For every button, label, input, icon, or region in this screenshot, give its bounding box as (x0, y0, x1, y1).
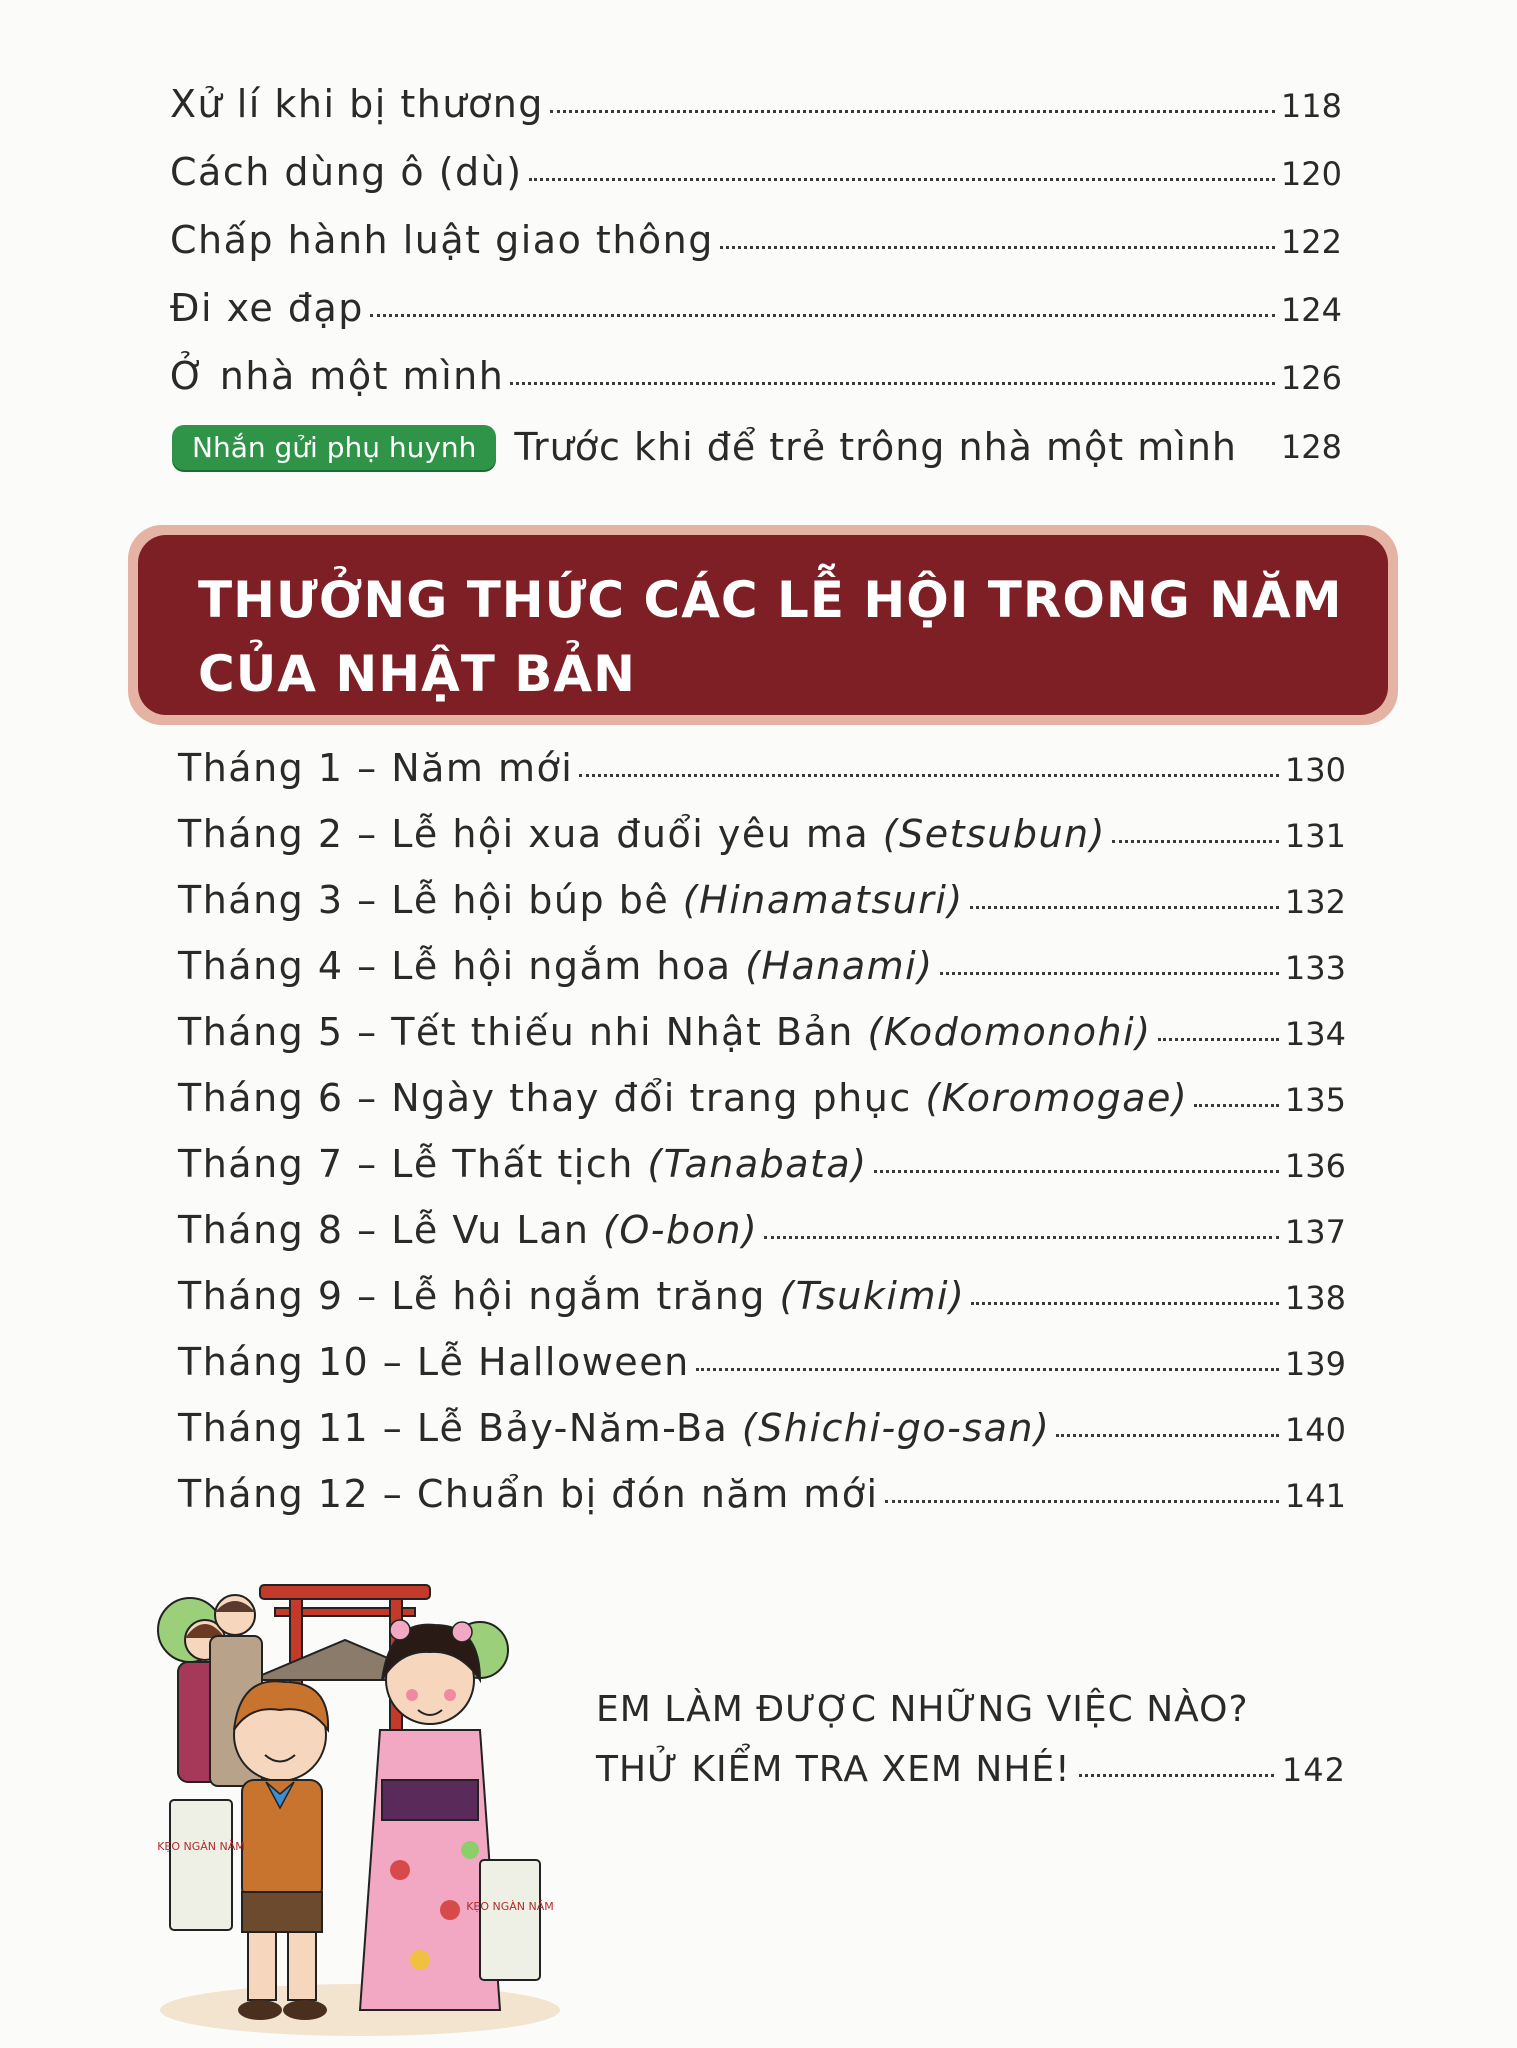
dot-leader (874, 1170, 1279, 1173)
toc-entry[interactable] (170, 150, 1342, 194)
toc-entry-title (178, 1142, 868, 1186)
dot-leader (579, 774, 1279, 777)
dot-leader (764, 1236, 1279, 1239)
toc-entry-title (178, 1340, 690, 1384)
toc-entry-page: 120 (1280, 155, 1342, 193)
toc-entry[interactable] (178, 944, 1346, 988)
toc-entry[interactable] (178, 1076, 1346, 1120)
toc-entry-title-text: Tháng 11 – Lễ Bảy-Năm-Ba (178, 1406, 742, 1450)
candy-bag-right (466, 1860, 554, 1980)
dot-leader (550, 110, 1275, 113)
section-heading-line2: CỦA NHẬT BẢN (198, 645, 636, 703)
dot-leader (1056, 1434, 1279, 1437)
toc-entry-title-text: Tháng 9 – Lễ hội ngắm trăng (178, 1274, 780, 1318)
dot-leader (971, 1302, 1279, 1305)
toc-entry-title (178, 878, 964, 922)
toc-entry-title (178, 1208, 758, 1252)
candy-bag-left (157, 1800, 245, 1930)
toc-entry-title-text: Tháng 10 – Lễ Halloween (178, 1340, 690, 1384)
parent-note-badge: Nhắn gửi phụ huynh (172, 425, 496, 470)
section-heading (138, 535, 1388, 715)
parent-note-page: 128 (1280, 428, 1342, 466)
toc-entry[interactable] (170, 82, 1342, 126)
toc-entry-title (178, 944, 934, 988)
dot-leader (1158, 1038, 1279, 1041)
toc-entry-page: 134 (1284, 1015, 1346, 1053)
toc-entry-page: 137 (1284, 1213, 1346, 1251)
toc-entry[interactable] (170, 218, 1342, 262)
dot-leader (1194, 1104, 1279, 1107)
toc-entry-page: 132 (1284, 883, 1346, 921)
toc-entry-title-japanese: (Tsukimi) (779, 1274, 966, 1318)
dot-leader (970, 906, 1279, 909)
toc-entry-page: 126 (1280, 359, 1342, 397)
dot-leader (1112, 840, 1279, 843)
dot-leader (696, 1368, 1279, 1371)
toc-entry-title-text: Tháng 2 – Lễ hội xua đuổi yêu ma (178, 812, 883, 856)
toc-entry-page: 135 (1284, 1081, 1346, 1119)
toc-entry-page: 141 (1284, 1477, 1346, 1515)
toc-entry-title-japanese: (Setsubun) (882, 812, 1106, 856)
toc-entry-page: 130 (1284, 751, 1346, 789)
toc-entry-title-text: Tháng 6 – Ngày thay đổi trang phục (178, 1076, 926, 1120)
toc-entry[interactable] (178, 878, 1346, 922)
toc-entry-title-text: Tháng 4 – Lễ hội ngắm hoa (178, 944, 746, 988)
toc-entry-page: 118 (1280, 87, 1342, 125)
toc-entry-title-japanese: (Shichi-go-san) (741, 1406, 1051, 1450)
parent-note-entry[interactable] (172, 418, 1342, 476)
toc-entry-page: 122 (1280, 223, 1342, 261)
checklist-entry[interactable] (596, 1680, 1346, 1800)
dot-leader (720, 246, 1275, 249)
toc-entry[interactable] (178, 1142, 1346, 1186)
toc-entry[interactable] (178, 1406, 1346, 1450)
toc-entry-title: Ở nhà một mình (170, 354, 505, 398)
toc-entry-page: 133 (1284, 949, 1346, 987)
toc-entry[interactable] (178, 746, 1346, 790)
toc-entry-title (178, 1406, 1050, 1450)
toc-entry[interactable] (178, 1340, 1346, 1384)
toc-entry-title (178, 1472, 879, 1516)
toc-entry-title-text: Tháng 5 – Tết thiếu nhi Nhật Bản (178, 1010, 868, 1054)
section-heading-banner (128, 525, 1398, 725)
dot-leader (370, 314, 1275, 317)
dot-leader (885, 1500, 1279, 1503)
dot-leader (940, 972, 1279, 975)
toc-entry-title-text: Tháng 3 – Lễ hội búp bê (178, 878, 683, 922)
bag-left-text: KẸO NGÀN NĂM (157, 1840, 245, 1853)
toc-entry-title-japanese: (Hanami) (745, 944, 934, 988)
toc-entry-title (178, 812, 1106, 856)
toc-entry-title (178, 746, 573, 790)
toc-entry-title: Xử lí khi bị thương (170, 82, 544, 126)
toc-entry-page: 136 (1284, 1147, 1346, 1185)
toc-entry[interactable] (170, 354, 1342, 398)
toc-entry[interactable] (170, 286, 1342, 330)
toc-entry[interactable] (178, 1472, 1346, 1516)
toc-entry-title-text: Tháng 8 – Lễ Vu Lan (178, 1208, 604, 1252)
toc-entry-title-japanese: (O-bon) (603, 1208, 759, 1252)
toc-entry[interactable] (178, 1010, 1346, 1054)
toc-entry[interactable] (178, 1208, 1346, 1252)
toc-entry-title-japanese: (Hinamatsuri) (682, 878, 964, 922)
section-heading-line1: THƯỞNG THỨC CÁC LỄ HỘI TRONG NĂM (198, 571, 1343, 629)
bag-right-text: KẸO NGÀN NĂM (466, 1900, 554, 1913)
boy-figure (234, 1681, 328, 2020)
toc-entry-title-text: Tháng 12 – Chuẩn bị đón năm mới (178, 1472, 879, 1516)
toc-entry-title-text: Tháng 1 – Năm mới (178, 746, 574, 790)
toc-entry-page: 138 (1284, 1279, 1346, 1317)
toc-entry-title: Chấp hành luật giao thông (170, 218, 714, 262)
toc-entry-title-text: Tháng 7 – Lễ Thất tịch (178, 1142, 648, 1186)
toc-entry[interactable] (178, 1274, 1346, 1318)
toc-entry-title (178, 1274, 965, 1318)
toc-entry-title (178, 1076, 1188, 1120)
toc-entry-page: 140 (1284, 1411, 1346, 1449)
dot-leader (510, 382, 1275, 385)
festival-illustration (150, 1570, 570, 2040)
dot-leader (1079, 1774, 1274, 1777)
toc-entry-title: Đi xe đạp (170, 286, 364, 330)
toc-entry-page: 131 (1284, 817, 1346, 855)
toc-entry-title (178, 1010, 1152, 1054)
toc-entry-title: Cách dùng ô (dù) (170, 150, 523, 194)
toc-entry-page: 139 (1284, 1345, 1346, 1383)
toc-entry-page: 124 (1280, 291, 1342, 329)
toc-entry-title-japanese: (Kodomonohi) (867, 1010, 1152, 1054)
parent-note-title: Trước khi để trẻ trông nhà một mình (514, 425, 1238, 469)
toc-entry-title-japanese: (Koromogae) (925, 1076, 1189, 1120)
dot-leader (529, 178, 1275, 181)
checklist-line1: EM LÀM ĐƯỢC NHỮNG VIỆC NÀO? (596, 1689, 1249, 1730)
toc-entry-title-japanese: (Tanabata) (647, 1142, 868, 1186)
checklist-line2: THỬ KIỂM TRA XEM NHÉ! (596, 1749, 1071, 1790)
checklist-page: 142 (1281, 1751, 1346, 1789)
toc-entry[interactable] (178, 812, 1346, 856)
